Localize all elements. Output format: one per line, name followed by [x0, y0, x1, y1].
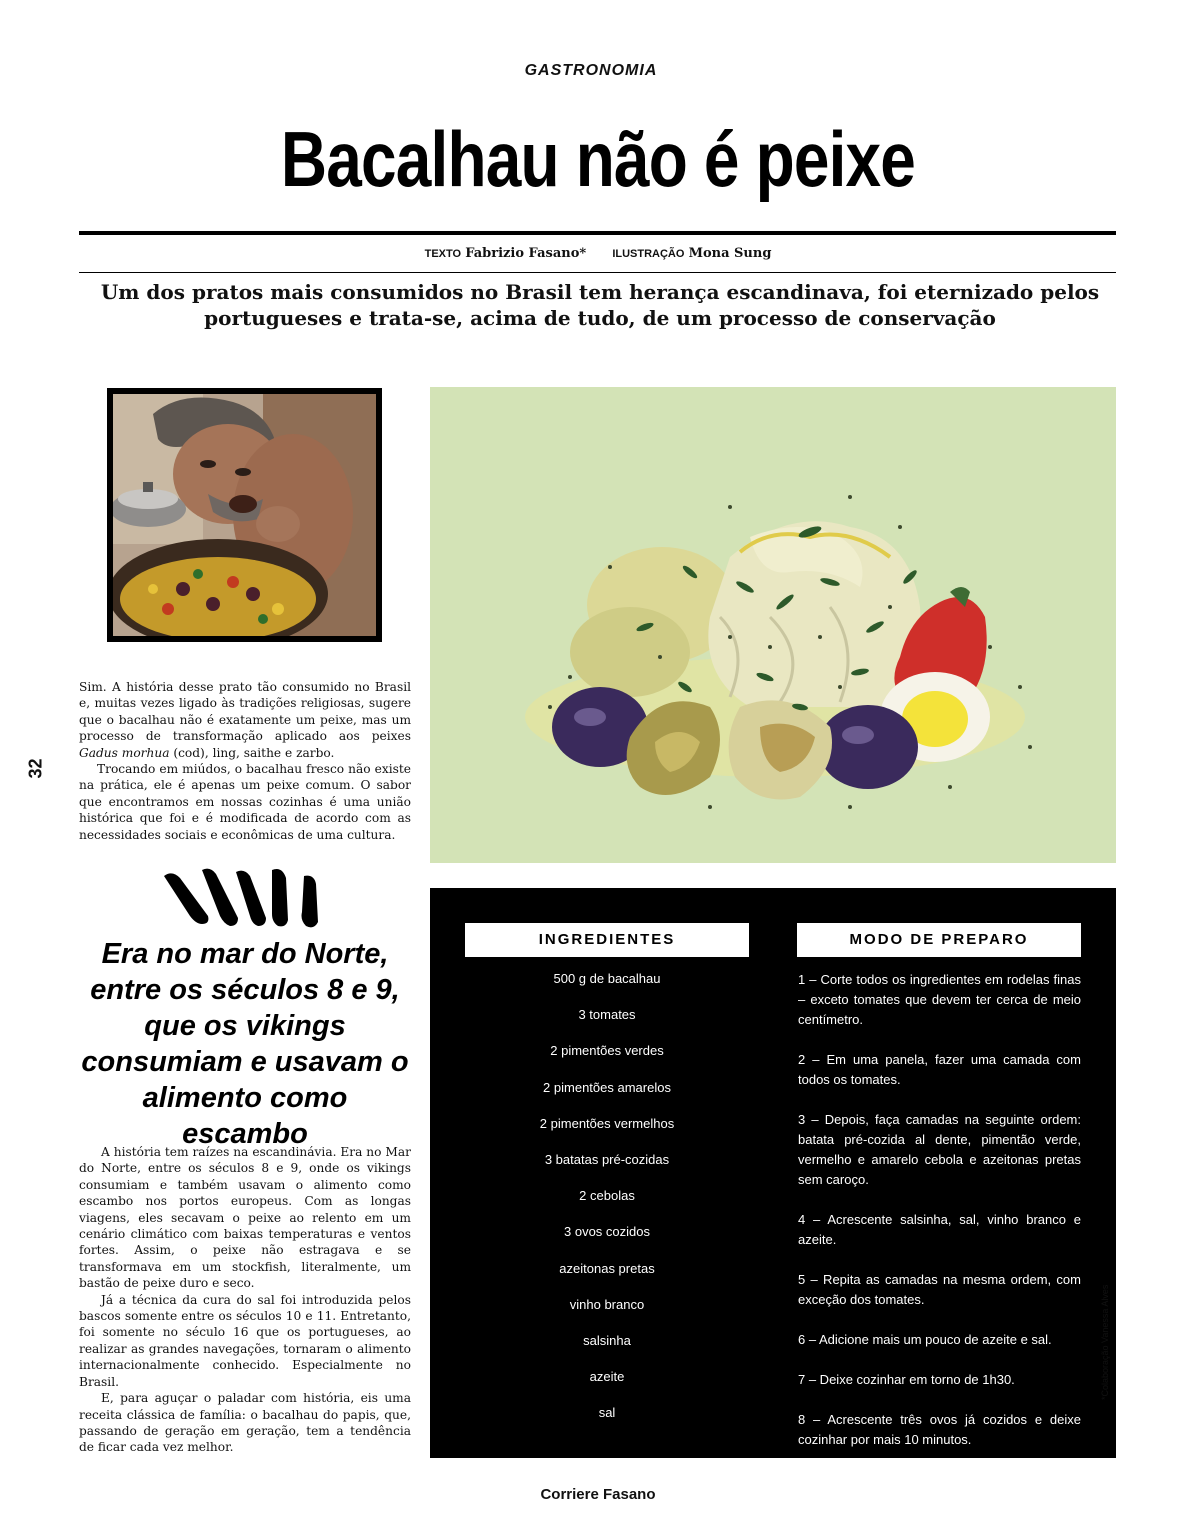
method-step: 1 – Corte todos os ingredientes em rodelas finas – exceto tomates que devem ter cerca de meio centímetro. [798, 972, 1081, 1027]
method-step: 5 – Repita as camadas na mesma ordem, com exceção dos tomates. [798, 1272, 1081, 1307]
byline-illustrator: Mona Sung [688, 246, 772, 261]
intro-text [79, 679, 411, 843]
ingredient-item: 3 ovos cozidos [564, 1224, 650, 1240]
deck: Um dos pratos mais consumidos no Brasil tem herança escandinava, foi eternizado pelos portugueses e trata-se, acima de tudo, de um processo de conservação [100, 280, 1100, 330]
author-photo [107, 388, 382, 642]
quote-mark-icon [158, 862, 328, 932]
dish-illustration [430, 387, 1116, 863]
body-paragraph: A história tem raízes na escandinávia. Era no Mar do Norte, entre os séculos 8 e 9, onde os vikings consumiam e também usavam o alimento como escambo nos portos europeus. Com as longas viagens, eles secavam o peixe ao relento em um cenário climático com baixas temperaturas e ventos fortes. Assim, o peixe não estragava e se transformava em um stockfish, literalmente, um bastão de peixe duro e seco. [79, 1145, 411, 1291]
intro-paragraph-2: Trocando em miúdos, o bacalhau fresco não existe na prática, ele é apenas um peixe comum. O sabor que encontramos em nossas cozinhas é uma união histórica que foi e é modificada de acordo com as necessidades sociais e econômicas de uma cultura. [79, 762, 411, 842]
method-step: 6 – Adicione mais um pouco de azeite e sal. [798, 1332, 1052, 1347]
body-text [79, 1144, 411, 1456]
method-steps [798, 970, 1081, 1470]
method-step: 3 – Depois, faça camadas na seguinte ordem: batata pré-cozida al dente, pimentão verde, vermelho e amarelo cebola e azeitonas pretas sem caroço. [798, 1112, 1081, 1187]
ingredient-item: 2 pimentões vermelhos [539, 1115, 675, 1131]
intro-species: Gadus morhua [79, 745, 170, 760]
method-step: 7 – Deixe cozinhar em torno de 1h30. [798, 1372, 1015, 1387]
ingredient-item: 500 g de bacalhau [553, 971, 661, 986]
section-label: GASTRONOMIA [524, 62, 658, 79]
ingredient-item: vinho branco [569, 1296, 645, 1312]
method-step: 8 – Acrescente três ovos já cozidos e deixe cozinhar por mais 10 minutos. [798, 1412, 1081, 1447]
byline-illustration-label: ILUSTRAÇÃO [612, 248, 685, 260]
ingredients-header: INGREDIENTES [465, 923, 749, 957]
body-paragraph: E, para aguçar o paladar com história, eis uma receita clássica de família: o bacalhau do papis, que, passando de geração em geração, tem a tendência de ficar cada vez melhor. [79, 1391, 411, 1455]
ingredient-item: 2 pimentões amarelos [543, 1079, 671, 1095]
recipe-box [430, 888, 1116, 1458]
body-paragraph: Já a técnica da cura do sal foi introduzida pelos bascos somente entre os séculos 10 e 11. Entretanto, foi somente no século 16 que os portugueses, ao realizar as grandes navegações, tornaram o alimento internacionalmente conhecido. Especialmente no Brasil. [79, 1292, 411, 1389]
ingredient-item: sal [598, 1405, 616, 1421]
byline-author: Fabrizio Fasano* [465, 246, 587, 261]
rule-top [79, 231, 1116, 235]
intro-p1-part-a: Sim. A história desse prato tão consumido no Brasil e, muitas vezes ligado às tradições religiosas, sugere que o bacalhau não é exatamente um peixe, mas um processo de transformação aplicado aos peixes [79, 680, 411, 744]
ingredient-item: salsinha [583, 1332, 631, 1348]
collaboration-credit: *Colaboração Vanessa Alves [1100, 1284, 1110, 1400]
byline [0, 246, 1182, 261]
intro-paragraph-1 [79, 679, 411, 761]
rule-byline [79, 272, 1116, 273]
headline: Bacalhau não é peixe [280, 115, 916, 203]
ingredient-item: azeite [589, 1369, 625, 1385]
ingredients-list [465, 970, 749, 1440]
intro-p1-part-b: (cod), ling, saithe e zarbo. [169, 745, 335, 760]
method-step: 2 – Em uma panela, fazer uma camada com todos os tomates. [798, 1052, 1081, 1087]
byline-text-label: TEXTO [424, 248, 462, 260]
ingredient-item: 3 batatas pré-cozidas [544, 1151, 670, 1167]
method-header: MODO DE PREPARO [797, 923, 1081, 957]
pull-quote: Era no mar do Norte, entre os séculos 8 e 9, que os vikings consumiam e usavam o alimento como escambo [81, 938, 409, 1150]
ingredient-item: 3 tomates [578, 1007, 636, 1023]
publication-footer: Corriere Fasano [540, 1486, 656, 1503]
ingredient-item: azeitonas pretas [559, 1260, 655, 1276]
ingredient-item: 2 pimentões verdes [550, 1043, 664, 1059]
method-step: 4 – Acrescente salsinha, sal, vinho branco e azeite. [798, 1212, 1081, 1247]
page-number: 32 [25, 758, 46, 779]
ingredient-item: 2 cebolas [579, 1188, 635, 1204]
